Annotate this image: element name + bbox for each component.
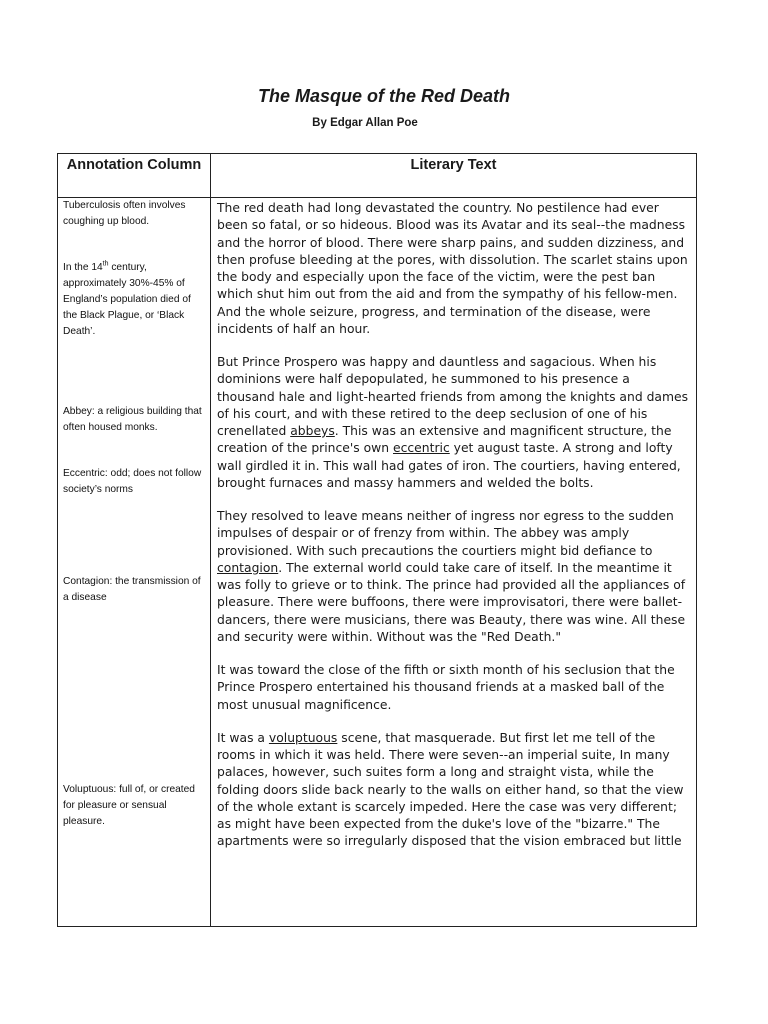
- table-header-row: [58, 154, 697, 198]
- note-plague-text: In the 14: [63, 262, 103, 273]
- author-byline: By Edgar Allan Poe: [312, 117, 418, 129]
- paragraph-4: It was toward the close of the fifth or sixth month of his seclusion that the Prince Prospero entertained his thousand friends at a masked ball of the most unusual magnificence.: [217, 663, 675, 712]
- note-plague-text-cont: century, approximately 30%-45% of England’s population died of the Black Plague, or ‘Black Death’.: [63, 262, 191, 337]
- paragraph-2-text: But Prince Prospero was happy and dauntless and sagacious. When his dominions were half depopulated, he summoned to his presence a thousand hale and light-hearted friends from among the knights and dames of his court, and with these retired to the deep seclusion of one of his crenellated: [217, 355, 689, 438]
- note-black-plague: [63, 260, 207, 340]
- paragraph-2-text: yet august taste. A strong and lofty wall girdled it in. This wall had gates of iron. The courtiers, having entered, brought furnaces and massy hammers and welded the bolts.: [217, 441, 681, 490]
- paragraph-2-text: . This was an extensive and magnificent structure, the creation of the prince's own: [217, 424, 672, 456]
- paragraph-1: The red death had long devastated the country. No pestilence had ever been so fatal, or so hideous. Blood was its Avatar and its seal--the madness and the horror of blood. There were sharp pains, and sudden dizziness, and then profuse bleeding at the pores, with dissolution. The scarlet stains upon the body and especially upon the face of the victim, were the pest ban which shut him out from the aid and from the sympathy of his fellow-men. And the whole seizure, progress, and termination of the disease, were incidents of half an hour.: [217, 201, 688, 336]
- table-body-row: [58, 198, 697, 927]
- note-contagion: Contagion: the transmission of a disease: [63, 576, 201, 603]
- annotation-column: [58, 198, 211, 927]
- note-tuberculosis: Tuberculosis often involves coughing up blood.: [63, 200, 186, 227]
- note-eccentric: Eccentric: odd; does not follow society’s norms: [63, 468, 202, 495]
- note-voluptuous: Voluptuous: full of, or created for pleasure or sensual pleasure.: [63, 784, 195, 827]
- paragraph-3-text: They resolved to leave means neither of ingress nor egress to the sudden impulses of despair or of frenzy from within. The abbey was amply provisioned. With such precautions the courtiers might bid defiance to: [217, 509, 674, 558]
- document-title: The Masque of the Red Death: [257, 86, 511, 106]
- literary-text-column: [211, 198, 697, 927]
- paragraph-5-text: It was a: [217, 730, 269, 745]
- vocab-eccentric: eccentric: [393, 441, 450, 456]
- note-abbey: Abbey: a religious building that often housed monks.: [63, 406, 202, 433]
- vocab-abbeys: abbeys: [290, 424, 335, 438]
- vocab-voluptuous: voluptuous: [268, 730, 338, 745]
- paragraph-2: [217, 354, 690, 492]
- paragraph-5-text: scene, that masquerade. But first let me tell of the rooms in which it was held. There were seven--an imperial suite, In many palaces, however, such suites form a long and straight vista, while the folding doors slide back nearly to the walls on either hand, so that the view of the whole extant is scarcely impeded. Here the case was very different; as might have been expected from the duke's love of the "bizarre." The apartments were so irregularly disposed that the vision embraced but little: [217, 730, 684, 849]
- paragraph-3-text: . The external world could take care of itself. In the meantime it was folly to grieve or to think. The prince had provided all the appliances of pleasure. There were buffoons, there were improvisatori, there were ballet-dancers, there were musicians, there was Beauty, there was wine. All these and security were within. Without was the "Red Death.": [217, 560, 686, 644]
- annotation-table: [57, 153, 697, 927]
- paragraph-5: [217, 730, 690, 851]
- paragraph-3: [217, 508, 690, 646]
- vocab-contagion: contagion: [217, 560, 279, 575]
- annotation-column-header: Annotation Column: [58, 154, 211, 198]
- note-plague-superscript: th: [102, 260, 109, 268]
- literary-text-header: Literary Text: [211, 154, 697, 198]
